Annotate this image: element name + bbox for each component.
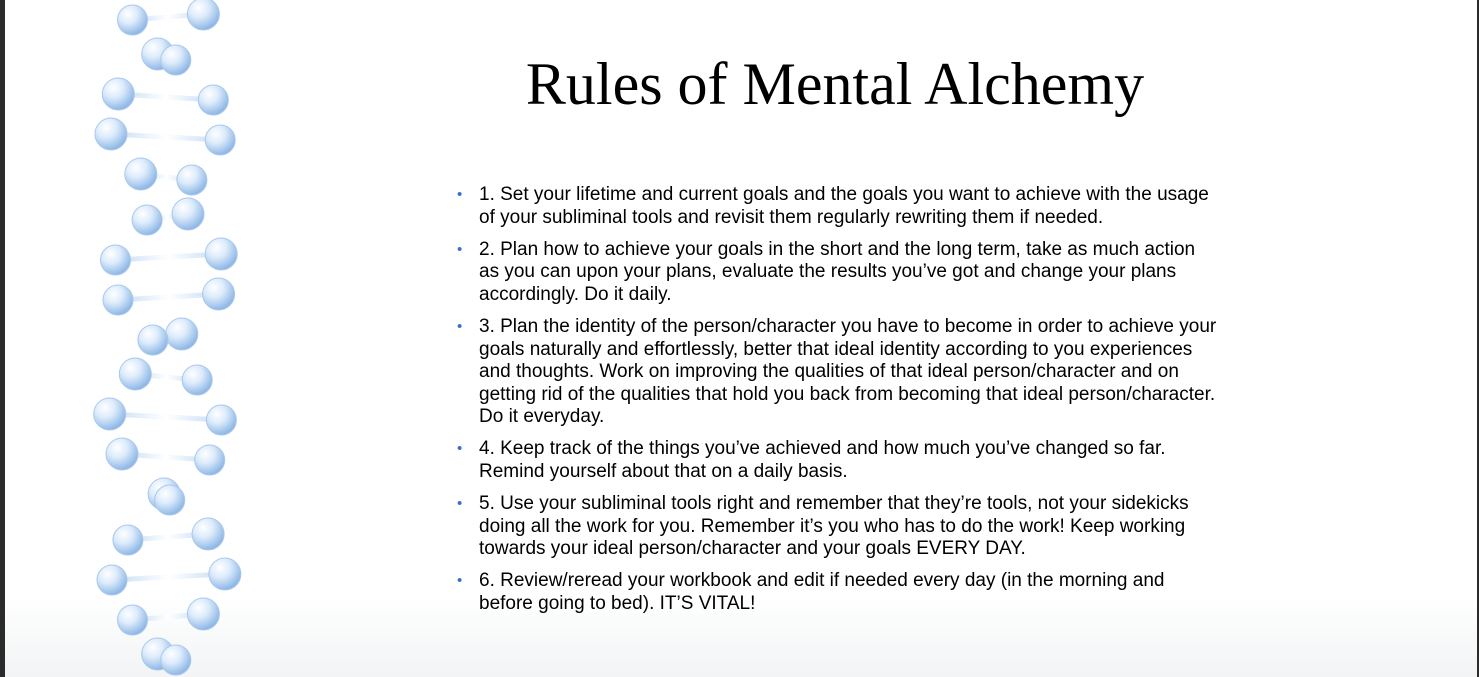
list-item [457, 493, 1219, 561]
helix-ball [118, 605, 148, 635]
helix-ball [102, 78, 134, 110]
helix-ball [155, 485, 185, 515]
rule-text: 1. Set your lifetime and current goals and the goals you want to achieve with the usage of your subliminal tools and revisit them regularly rewriting them if needed. [479, 184, 1209, 228]
helix-ball [97, 565, 127, 595]
rules-list [457, 184, 1219, 625]
helix-ball [209, 558, 241, 590]
helix-ball [187, 598, 219, 630]
helix-ball [119, 358, 151, 390]
slide-title: Rules of Mental Alchemy [525, 51, 1145, 117]
bullet-icon: • [457, 240, 463, 258]
slide [5, 0, 1477, 677]
list-item [457, 238, 1219, 307]
helix-ball [161, 645, 191, 675]
helix-ball [177, 165, 207, 195]
helix-ball [118, 5, 148, 35]
helix-ball [101, 245, 131, 275]
helix-ball [94, 398, 126, 430]
helix-ball [95, 118, 127, 150]
helix-ball [205, 125, 235, 155]
helix-ball [198, 85, 228, 115]
rule-text: 2. Plan how to achieve your goals in the short and the long term, take as much action as you can upon your plans, evaluate the results you’ve got and change your plans accordingly. Do it daily. [479, 238, 1196, 305]
rule-text: 6. Review/reread your workbook and edit if needed every day (in the morning and before going to bed). IT’S VITAL! [479, 570, 1165, 614]
list-item [457, 570, 1219, 615]
helix-ball [138, 325, 168, 355]
helix-ball [187, 0, 219, 30]
helix-ball [206, 405, 236, 435]
list-item [457, 315, 1219, 429]
list-item [457, 184, 1219, 229]
helix-rod [112, 574, 225, 580]
rule-text: 3. Plan the identity of the person/character you have to become in order to achieve your goals naturally and effortlessly, better that ideal identity according to you experiences and thoughts. Work on improving the qualities of that ideal person/character and on getting rid of the qualities that hold you back from becoming that ideal person/character. Do it everyday. [479, 315, 1217, 428]
helix-ball [205, 238, 237, 270]
dna-helix-image [80, 0, 255, 677]
helix-ball [132, 205, 162, 235]
helix-ball [161, 45, 191, 75]
list-item [457, 438, 1219, 483]
bullet-icon: • [457, 186, 463, 203]
helix-rod [110, 414, 222, 420]
helix-ball [106, 438, 138, 470]
helix-ball [172, 198, 204, 230]
helix-ball [192, 518, 224, 550]
helix-ball [113, 525, 143, 555]
helix-ball [203, 278, 235, 310]
helix-ball [182, 365, 212, 395]
helix-ball [195, 445, 225, 475]
bullet-icon: • [457, 495, 463, 513]
helix-ball [166, 318, 198, 350]
bullet-icon: • [457, 572, 463, 590]
helix-ball [103, 285, 133, 315]
rule-text: 5. Use your subliminal tools right and remember that they’re tools, not your sidekicks doing all the work for you. Remember it’s you who has to do the work! Keep working towards your ideal person/character and your goals EVERY DAY. [479, 493, 1189, 560]
bullet-icon: • [457, 317, 463, 335]
helix-ball [125, 158, 157, 190]
bullet-icon: • [457, 440, 463, 458]
rule-text: 4. Keep track of the things you’ve achieved and how much you’ve changed so far. Remind yourself about that on a daily basis. [479, 438, 1166, 483]
